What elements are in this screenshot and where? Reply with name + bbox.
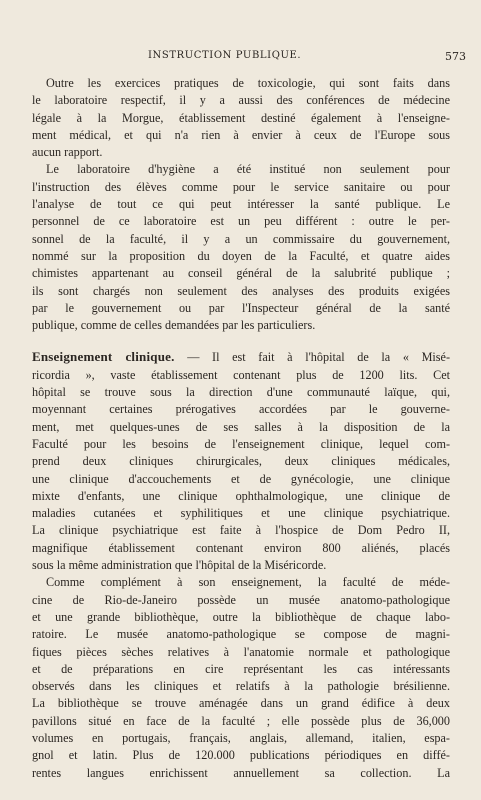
text-line: l'analyse de tout ce qui peut intéresser la santé publique. Le <box>32 197 450 212</box>
text-line: prend deux cliniques chirurgicales, deux cliniques médicales, <box>32 454 450 469</box>
text-line: fiques pièces sèches relatives à l'anatomie normale et pathologique <box>32 644 450 659</box>
text-line: par le gouvernement ou par l'Inspecteur général de la santé <box>32 300 450 315</box>
text-line: La bibliothèque se trouve aménagée dans un grand édifice à deux <box>32 696 450 711</box>
text-line: ricordia », vaste établissement contenant plus de 1200 lits. Cet <box>32 367 450 382</box>
text-line: rentes langues enrichissent annuellement sa collection. La <box>32 765 450 780</box>
text-line <box>32 348 450 366</box>
text-line: pavillons situé en face de la faculté ; elle possède plus de 36,000 <box>32 713 450 728</box>
text-line: hôpital se trouve sous la direction d'une communauté laïque, qui, <box>32 385 450 400</box>
text-line: observés dans les cliniques et relatifs à la pathologie brésilienne. <box>32 679 450 694</box>
paragraph-hygiene-lab <box>32 161 450 334</box>
page-body <box>32 75 450 782</box>
text-line: ment, met quelques-unes de ses salles à la disposition de la <box>32 419 450 434</box>
text-line: ment médical, et qui n'a rien à envier à ceux de l'Europe sous <box>32 127 450 142</box>
section-title-rest: — Il est fait à l'hôpital de la « Misé- <box>174 350 451 365</box>
text-line: et une grande bibliothèque, outre la bibliothèque de chaque labo- <box>32 609 450 624</box>
text-line: l'instruction des élèves comme pour le service sanitaire ou pour <box>32 179 450 194</box>
text-line: le laboratoire respectif, il y a aussi des conférences de médecine <box>32 93 450 108</box>
text-line: chimistes appartenant au conseil général de la salubrité publique ; <box>32 266 450 281</box>
paragraph-toxicology <box>32 75 450 161</box>
text-line: publique, comme de celles demandées par les particuliers. <box>32 318 316 333</box>
text-line: Faculté pour les besoins de l'enseignement clinique, lequel com- <box>32 436 450 451</box>
text-line: cine de Rio-de-Janeiro possède un musée anatomo-pathologique <box>32 592 450 607</box>
text-line: ils sont chargés non seulement des analyses des produits exigées <box>32 283 450 298</box>
text-line: légale à la Morgue, établissement destiné également à l'enseigne- <box>32 110 450 125</box>
text-line: Le laboratoire d'hygiène a été institué non seulement pour <box>46 162 450 177</box>
text-line: maladies cutanées et syphilitiques et une clinique psychiatrique. <box>32 506 450 521</box>
text-line: sous la même administration que l'hôpital de la Miséricorde. <box>32 558 327 573</box>
text-line: La clinique psychiatrique est faite à l'hospice de Dom Pedro II, <box>32 523 450 538</box>
running-head: INSTRUCTION PUBLIQUE. <box>148 50 302 61</box>
text-line: personnel de ce laboratoire est un peu différent : outre le per- <box>32 214 450 229</box>
text-line: sonnel de la faculté, il y a un commissaire du gouvernement, <box>32 231 450 246</box>
text-line: et de préparations en cire représentant les cas intéressants <box>32 661 450 676</box>
text-line: Outre les exercices pratiques de toxicologie, qui sont faits dans <box>46 76 450 90</box>
text-line: volumes en portugais, français, anglais, allemand, italien, espa- <box>32 730 450 745</box>
paragraph-clinical-teaching <box>32 348 450 574</box>
text-line: ratoire. Le musée anatomo-pathologique se compose de magni- <box>32 627 450 642</box>
page-number: 573 <box>445 50 466 63</box>
text-line: nommé sur la proposition du doyen de la Faculté, et quatre aides <box>32 248 450 263</box>
section-title: Enseignement clinique. <box>32 349 175 365</box>
text-line: moyennant certaines prérogatives accordées par le gouverne- <box>32 402 450 417</box>
text-line: une clinique d'accouchements et de gynécologie, une clinique <box>32 471 450 486</box>
text-line: gnol et latin. Plus de 120.000 publications périodiques en diffé- <box>32 748 450 763</box>
text-line: aucun rapport. <box>32 145 103 160</box>
text-line: mixte d'enfants, une clinique ophthalmologique, une clinique de <box>32 488 450 503</box>
text-line: Comme complément à son enseignement, la faculté de méde- <box>46 575 450 590</box>
paragraph-museum-library <box>32 574 450 782</box>
text-line: magnifique établissement contenant environ 800 aliénés, placés <box>32 540 450 555</box>
